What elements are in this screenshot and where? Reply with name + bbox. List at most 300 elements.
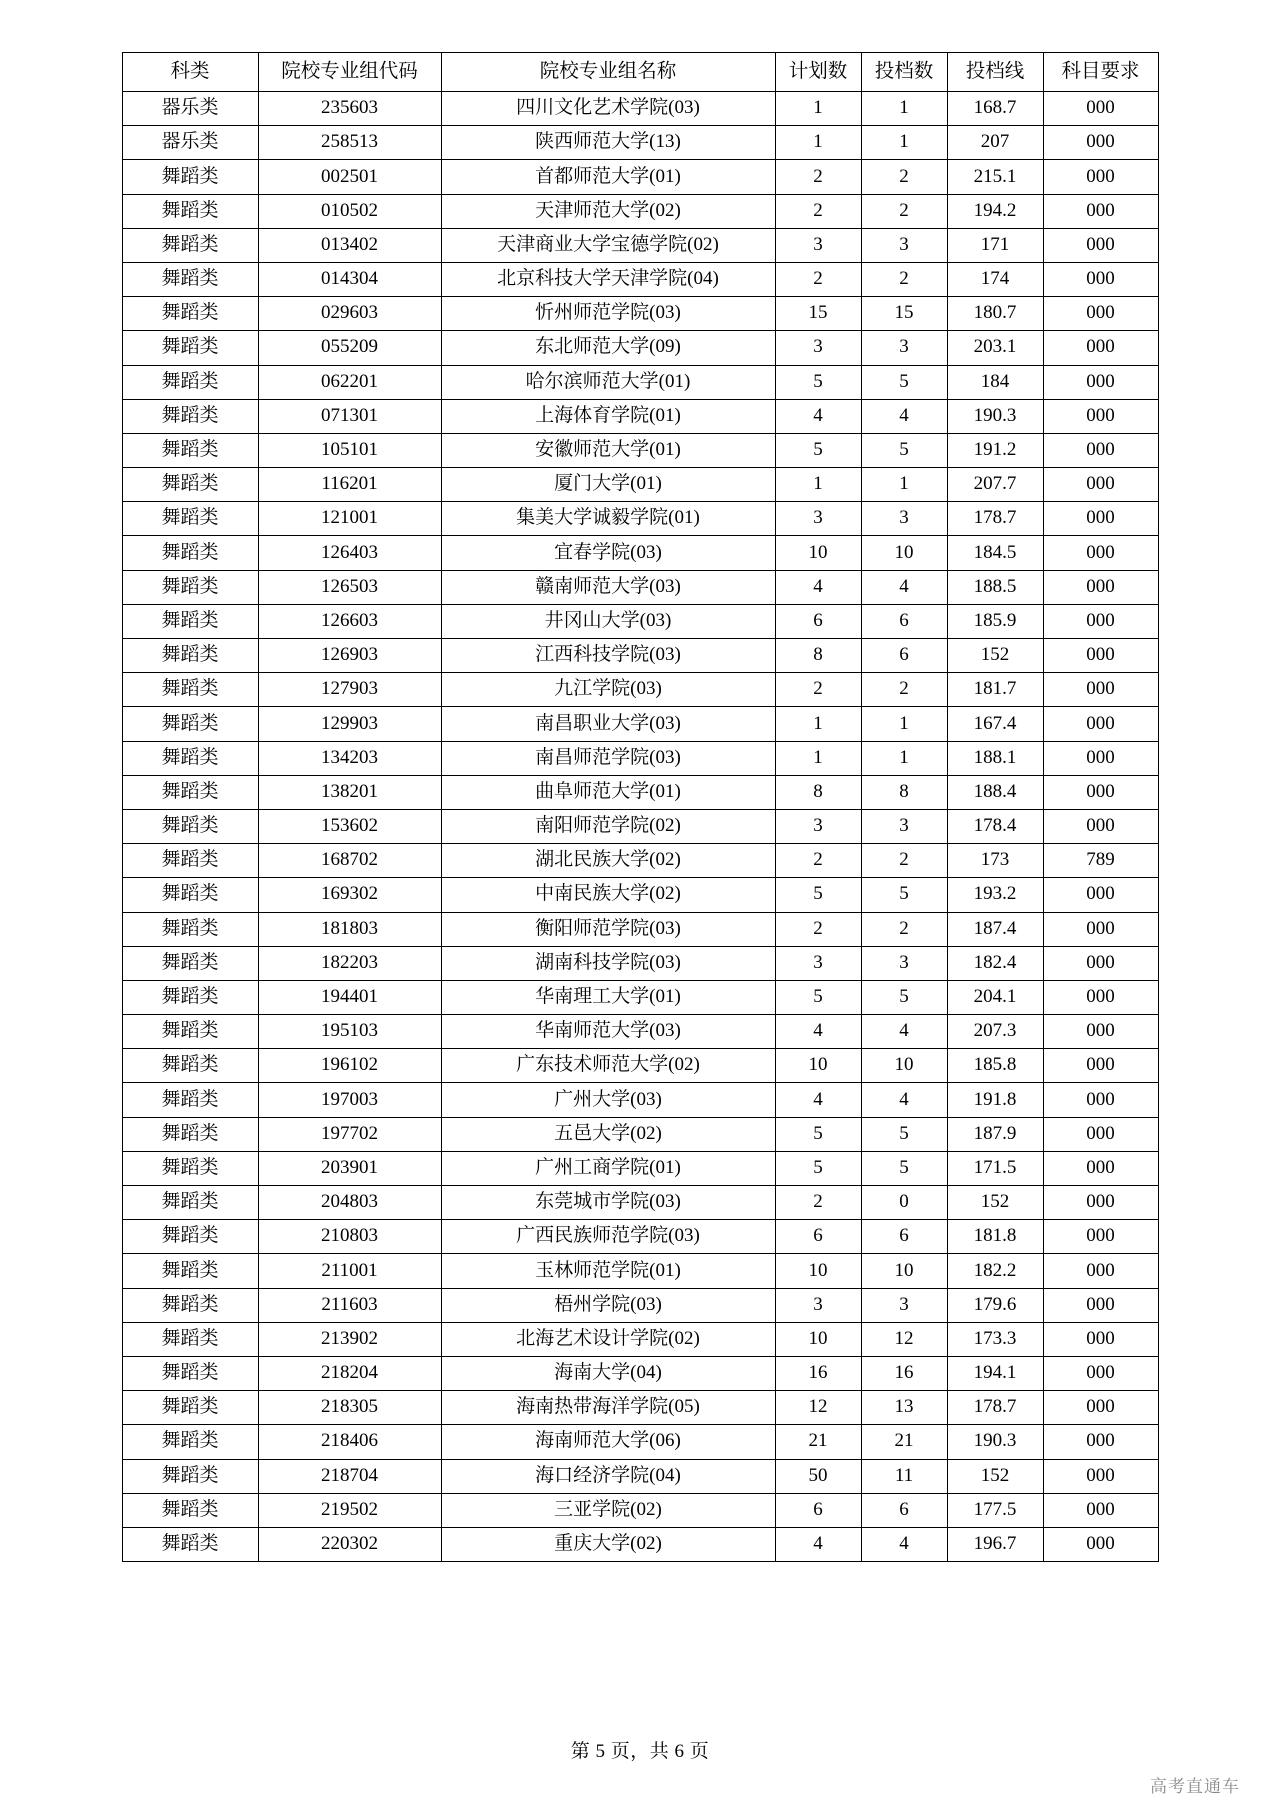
cell-group-code: 127903	[258, 673, 441, 707]
cell-group-code: 055209	[258, 331, 441, 365]
cell-subject-requirement: 000	[1043, 1220, 1158, 1254]
table-row	[122, 1151, 1158, 1185]
cell-category: 舞蹈类	[122, 1117, 258, 1151]
table-row	[122, 946, 1158, 980]
table-row	[122, 1015, 1158, 1049]
table-row	[122, 262, 1158, 296]
cell-category: 舞蹈类	[122, 1322, 258, 1356]
watermark-label: 高考直通车	[1150, 1777, 1240, 1796]
cell-group-name: 广州工商学院(01)	[441, 1151, 775, 1185]
cell-submitted-count: 10	[861, 1254, 947, 1288]
cell-subject-requirement: 000	[1043, 502, 1158, 536]
cell-submitted-count: 21	[861, 1425, 947, 1459]
cell-submitted-count: 2	[861, 844, 947, 878]
table-row	[122, 331, 1158, 365]
cell-subject-requirement: 000	[1043, 946, 1158, 980]
cell-plan-count: 5	[775, 433, 861, 467]
cell-plan-count: 5	[775, 878, 861, 912]
cell-plan-count: 12	[775, 1391, 861, 1425]
cell-cutoff-score: 152	[947, 1186, 1043, 1220]
cell-plan-count: 4	[775, 570, 861, 604]
column-header-submitted-count: 投档数	[861, 53, 947, 92]
table-row	[122, 1254, 1158, 1288]
table-header	[122, 53, 1158, 92]
cell-category: 器乐类	[122, 92, 258, 126]
cell-subject-requirement: 000	[1043, 160, 1158, 194]
cell-submitted-count: 15	[861, 297, 947, 331]
table-row	[122, 775, 1158, 809]
cell-plan-count: 3	[775, 1288, 861, 1322]
cell-group-name: 首都师范大学(01)	[441, 160, 775, 194]
table-row	[122, 194, 1158, 228]
cell-cutoff-score: 179.6	[947, 1288, 1043, 1322]
cell-plan-count: 2	[775, 262, 861, 296]
cell-subject-requirement: 000	[1043, 92, 1158, 126]
cell-group-name: 天津师范大学(02)	[441, 194, 775, 228]
table-header-row	[122, 53, 1158, 92]
cell-submitted-count: 1	[861, 741, 947, 775]
cell-group-code: 126503	[258, 570, 441, 604]
cell-category: 舞蹈类	[122, 433, 258, 467]
cell-group-name: 天津商业大学宝德学院(02)	[441, 228, 775, 262]
cell-plan-count: 2	[775, 912, 861, 946]
table-row	[122, 980, 1158, 1014]
table-row	[122, 468, 1158, 502]
cell-plan-count: 3	[775, 228, 861, 262]
cell-category: 舞蹈类	[122, 1288, 258, 1322]
cell-cutoff-score: 180.7	[947, 297, 1043, 331]
cell-submitted-count: 4	[861, 1083, 947, 1117]
cell-category: 舞蹈类	[122, 194, 258, 228]
cell-subject-requirement: 000	[1043, 707, 1158, 741]
cell-submitted-count: 3	[861, 228, 947, 262]
cell-subject-requirement: 000	[1043, 1493, 1158, 1527]
cell-category: 舞蹈类	[122, 741, 258, 775]
table-row	[122, 741, 1158, 775]
cell-category: 舞蹈类	[122, 912, 258, 946]
cell-cutoff-score: 191.8	[947, 1083, 1043, 1117]
cell-submitted-count: 5	[861, 1151, 947, 1185]
cell-plan-count: 5	[775, 1151, 861, 1185]
cell-group-name: 忻州师范学院(03)	[441, 297, 775, 331]
cell-submitted-count: 6	[861, 639, 947, 673]
cell-cutoff-score: 178.7	[947, 1391, 1043, 1425]
column-header-group-name: 院校专业组名称	[441, 53, 775, 92]
cell-cutoff-score: 174	[947, 262, 1043, 296]
cell-plan-count: 2	[775, 194, 861, 228]
cell-cutoff-score: 171.5	[947, 1151, 1043, 1185]
cell-cutoff-score: 182.4	[947, 946, 1043, 980]
cell-submitted-count: 3	[861, 331, 947, 365]
cell-group-name: 北海艺术设计学院(02)	[441, 1322, 775, 1356]
cell-submitted-count: 1	[861, 707, 947, 741]
cell-category: 舞蹈类	[122, 673, 258, 707]
table-row	[122, 912, 1158, 946]
cell-plan-count: 6	[775, 1493, 861, 1527]
cell-cutoff-score: 152	[947, 639, 1043, 673]
cell-subject-requirement: 000	[1043, 878, 1158, 912]
cell-group-code: 129903	[258, 707, 441, 741]
cell-submitted-count: 3	[861, 809, 947, 843]
cell-cutoff-score: 203.1	[947, 331, 1043, 365]
cell-plan-count: 10	[775, 1322, 861, 1356]
cell-subject-requirement: 000	[1043, 741, 1158, 775]
cell-plan-count: 15	[775, 297, 861, 331]
cell-submitted-count: 4	[861, 570, 947, 604]
cell-category: 舞蹈类	[122, 1425, 258, 1459]
table-row	[122, 433, 1158, 467]
cell-group-name: 陕西师范大学(13)	[441, 126, 775, 160]
cell-group-name: 赣南师范大学(03)	[441, 570, 775, 604]
cell-subject-requirement: 000	[1043, 1425, 1158, 1459]
cell-submitted-count: 2	[861, 673, 947, 707]
cell-submitted-count: 6	[861, 604, 947, 638]
cell-group-name: 海南大学(04)	[441, 1356, 775, 1390]
cell-cutoff-score: 184.5	[947, 536, 1043, 570]
cell-cutoff-score: 191.2	[947, 433, 1043, 467]
cell-plan-count: 6	[775, 1220, 861, 1254]
cell-cutoff-score: 177.5	[947, 1493, 1043, 1527]
table-row	[122, 844, 1158, 878]
cell-cutoff-score: 188.5	[947, 570, 1043, 604]
cell-group-name: 北京科技大学天津学院(04)	[441, 262, 775, 296]
cell-group-code: 197702	[258, 1117, 441, 1151]
cell-plan-count: 4	[775, 1015, 861, 1049]
cell-cutoff-score: 184	[947, 365, 1043, 399]
cell-plan-count: 4	[775, 1527, 861, 1561]
cell-subject-requirement: 000	[1043, 1186, 1158, 1220]
cell-group-code: 218406	[258, 1425, 441, 1459]
cell-plan-count: 1	[775, 126, 861, 160]
table-row	[122, 673, 1158, 707]
cell-cutoff-score: 196.7	[947, 1527, 1043, 1561]
cell-group-name: 南昌师范学院(03)	[441, 741, 775, 775]
cell-subject-requirement: 000	[1043, 604, 1158, 638]
cell-group-code: 211603	[258, 1288, 441, 1322]
cell-group-code: 153602	[258, 809, 441, 843]
cell-category: 舞蹈类	[122, 1493, 258, 1527]
cell-category: 器乐类	[122, 126, 258, 160]
cell-group-code: 168702	[258, 844, 441, 878]
cell-group-code: 105101	[258, 433, 441, 467]
cell-subject-requirement: 000	[1043, 673, 1158, 707]
cell-category: 舞蹈类	[122, 980, 258, 1014]
cell-subject-requirement: 000	[1043, 228, 1158, 262]
cell-plan-count: 1	[775, 92, 861, 126]
cell-category: 舞蹈类	[122, 1527, 258, 1561]
cell-subject-requirement: 000	[1043, 126, 1158, 160]
cell-plan-count: 5	[775, 1117, 861, 1151]
cell-submitted-count: 11	[861, 1459, 947, 1493]
cell-category: 舞蹈类	[122, 639, 258, 673]
cell-group-name: 江西科技学院(03)	[441, 639, 775, 673]
cell-cutoff-score: 215.1	[947, 160, 1043, 194]
cell-plan-count: 6	[775, 604, 861, 638]
cell-subject-requirement: 000	[1043, 365, 1158, 399]
cell-category: 舞蹈类	[122, 1151, 258, 1185]
admission-score-table	[122, 52, 1159, 1562]
cell-plan-count: 2	[775, 844, 861, 878]
table-row	[122, 297, 1158, 331]
cell-group-name: 湖南科技学院(03)	[441, 946, 775, 980]
cell-cutoff-score: 190.3	[947, 1425, 1043, 1459]
cell-subject-requirement: 000	[1043, 1391, 1158, 1425]
cell-group-code: 013402	[258, 228, 441, 262]
table-row	[122, 1527, 1158, 1561]
cell-submitted-count: 6	[861, 1220, 947, 1254]
table-body	[122, 92, 1158, 1562]
cell-category: 舞蹈类	[122, 365, 258, 399]
cell-plan-count: 50	[775, 1459, 861, 1493]
cell-plan-count: 10	[775, 1049, 861, 1083]
cell-category: 舞蹈类	[122, 1186, 258, 1220]
table-row	[122, 160, 1158, 194]
cell-category: 舞蹈类	[122, 946, 258, 980]
cell-plan-count: 1	[775, 741, 861, 775]
cell-submitted-count: 5	[861, 1117, 947, 1151]
cell-plan-count: 8	[775, 639, 861, 673]
cell-submitted-count: 2	[861, 160, 947, 194]
table-row	[122, 639, 1158, 673]
cell-group-code: 071301	[258, 399, 441, 433]
cell-subject-requirement: 789	[1043, 844, 1158, 878]
table-row	[122, 1459, 1158, 1493]
cell-group-code: 258513	[258, 126, 441, 160]
cell-cutoff-score: 167.4	[947, 707, 1043, 741]
table-row	[122, 1391, 1158, 1425]
cell-submitted-count: 10	[861, 1049, 947, 1083]
cell-group-code: 029603	[258, 297, 441, 331]
page-footer	[0, 1736, 1280, 1763]
cell-group-code: 126403	[258, 536, 441, 570]
cell-cutoff-score: 173.3	[947, 1322, 1043, 1356]
cell-plan-count: 21	[775, 1425, 861, 1459]
cell-category: 舞蹈类	[122, 844, 258, 878]
cell-cutoff-score: 194.2	[947, 194, 1043, 228]
cell-plan-count: 3	[775, 946, 861, 980]
cell-group-name: 重庆大学(02)	[441, 1527, 775, 1561]
cell-group-code: 062201	[258, 365, 441, 399]
cell-group-name: 宜春学院(03)	[441, 536, 775, 570]
cell-category: 舞蹈类	[122, 878, 258, 912]
cell-subject-requirement: 000	[1043, 1049, 1158, 1083]
cell-category: 舞蹈类	[122, 1015, 258, 1049]
cell-group-code: 218704	[258, 1459, 441, 1493]
cell-cutoff-score: 207.7	[947, 468, 1043, 502]
cell-group-code: 203901	[258, 1151, 441, 1185]
cell-cutoff-score: 187.4	[947, 912, 1043, 946]
table-row	[122, 536, 1158, 570]
cell-group-name: 南昌职业大学(03)	[441, 707, 775, 741]
cell-group-name: 东北师范大学(09)	[441, 331, 775, 365]
cell-subject-requirement: 000	[1043, 331, 1158, 365]
cell-subject-requirement: 000	[1043, 1117, 1158, 1151]
cell-submitted-count: 5	[861, 433, 947, 467]
cell-subject-requirement: 000	[1043, 570, 1158, 604]
cell-plan-count: 10	[775, 536, 861, 570]
cell-plan-count: 4	[775, 1083, 861, 1117]
column-header-category: 科类	[122, 53, 258, 92]
table-row	[122, 126, 1158, 160]
cell-group-code: 235603	[258, 92, 441, 126]
cell-group-name: 三亚学院(02)	[441, 1493, 775, 1527]
cell-submitted-count: 4	[861, 1015, 947, 1049]
cell-group-code: 210803	[258, 1220, 441, 1254]
cell-group-code: 213902	[258, 1322, 441, 1356]
cell-group-code: 010502	[258, 194, 441, 228]
cell-plan-count: 3	[775, 331, 861, 365]
cell-group-name: 海口经济学院(04)	[441, 1459, 775, 1493]
cell-cutoff-score: 181.7	[947, 673, 1043, 707]
cell-group-name: 哈尔滨师范大学(01)	[441, 365, 775, 399]
cell-group-code: 219502	[258, 1493, 441, 1527]
cell-group-name: 华南理工大学(01)	[441, 980, 775, 1014]
cell-group-code: 134203	[258, 741, 441, 775]
cell-group-name: 海南师范大学(06)	[441, 1425, 775, 1459]
cell-submitted-count: 3	[861, 502, 947, 536]
cell-group-name: 梧州学院(03)	[441, 1288, 775, 1322]
cell-group-code: 181803	[258, 912, 441, 946]
cell-submitted-count: 8	[861, 775, 947, 809]
cell-cutoff-score: 178.4	[947, 809, 1043, 843]
cell-plan-count: 3	[775, 809, 861, 843]
cell-cutoff-score: 204.1	[947, 980, 1043, 1014]
table-row	[122, 399, 1158, 433]
cell-group-name: 集美大学诚毅学院(01)	[441, 502, 775, 536]
cell-plan-count: 1	[775, 707, 861, 741]
cell-group-code: 196102	[258, 1049, 441, 1083]
cell-category: 舞蹈类	[122, 775, 258, 809]
cell-submitted-count: 1	[861, 92, 947, 126]
cell-cutoff-score: 152	[947, 1459, 1043, 1493]
cell-category: 舞蹈类	[122, 536, 258, 570]
cell-group-code: 204803	[258, 1186, 441, 1220]
cell-cutoff-score: 187.9	[947, 1117, 1043, 1151]
page-number: 第 5 页，共 6 页	[570, 1741, 710, 1762]
cell-subject-requirement: 000	[1043, 980, 1158, 1014]
table-row	[122, 502, 1158, 536]
cell-subject-requirement: 000	[1043, 1288, 1158, 1322]
cell-group-code: 197003	[258, 1083, 441, 1117]
cell-submitted-count: 16	[861, 1356, 947, 1390]
cell-cutoff-score: 188.4	[947, 775, 1043, 809]
cell-category: 舞蹈类	[122, 1083, 258, 1117]
cell-group-code: 116201	[258, 468, 441, 502]
cell-group-code: 138201	[258, 775, 441, 809]
table-row	[122, 92, 1158, 126]
cell-category: 舞蹈类	[122, 707, 258, 741]
cell-subject-requirement: 000	[1043, 468, 1158, 502]
cell-subject-requirement: 000	[1043, 1356, 1158, 1390]
cell-subject-requirement: 000	[1043, 1254, 1158, 1288]
cell-plan-count: 16	[775, 1356, 861, 1390]
table-row	[122, 1049, 1158, 1083]
cell-cutoff-score: 185.8	[947, 1049, 1043, 1083]
cell-plan-count: 10	[775, 1254, 861, 1288]
cell-subject-requirement: 000	[1043, 1459, 1158, 1493]
cell-submitted-count: 5	[861, 878, 947, 912]
table-row	[122, 878, 1158, 912]
cell-group-name: 广东技术师范大学(02)	[441, 1049, 775, 1083]
cell-group-code: 121001	[258, 502, 441, 536]
cell-group-code: 182203	[258, 946, 441, 980]
cell-subject-requirement: 000	[1043, 1322, 1158, 1356]
cell-cutoff-score: 181.8	[947, 1220, 1043, 1254]
cell-category: 舞蹈类	[122, 160, 258, 194]
cell-group-code: 220302	[258, 1527, 441, 1561]
cell-group-code: 169302	[258, 878, 441, 912]
cell-plan-count: 3	[775, 502, 861, 536]
cell-category: 舞蹈类	[122, 297, 258, 331]
cell-plan-count: 5	[775, 980, 861, 1014]
cell-group-name: 四川文化艺术学院(03)	[441, 92, 775, 126]
cell-submitted-count: 1	[861, 126, 947, 160]
cell-subject-requirement: 000	[1043, 775, 1158, 809]
cell-submitted-count: 5	[861, 365, 947, 399]
cell-submitted-count: 13	[861, 1391, 947, 1425]
cell-group-name: 海南热带海洋学院(05)	[441, 1391, 775, 1425]
table-row	[122, 1220, 1158, 1254]
cell-subject-requirement: 000	[1043, 1015, 1158, 1049]
cell-group-code: 126903	[258, 639, 441, 673]
column-header-plan-count: 计划数	[775, 53, 861, 92]
cell-cutoff-score: 178.7	[947, 502, 1043, 536]
cell-group-code: 126603	[258, 604, 441, 638]
cell-subject-requirement: 000	[1043, 1527, 1158, 1561]
cell-category: 舞蹈类	[122, 468, 258, 502]
cell-group-name: 九江学院(03)	[441, 673, 775, 707]
cell-group-code: 195103	[258, 1015, 441, 1049]
cell-submitted-count: 5	[861, 980, 947, 1014]
column-header-cutoff-score: 投档线	[947, 53, 1043, 92]
cell-cutoff-score: 171	[947, 228, 1043, 262]
table-row	[122, 570, 1158, 604]
cell-category: 舞蹈类	[122, 604, 258, 638]
table-row	[122, 1356, 1158, 1390]
cell-plan-count: 2	[775, 160, 861, 194]
cell-subject-requirement: 000	[1043, 809, 1158, 843]
cell-submitted-count: 2	[861, 194, 947, 228]
cell-group-name: 井冈山大学(03)	[441, 604, 775, 638]
table-row	[122, 1288, 1158, 1322]
cell-category: 舞蹈类	[122, 809, 258, 843]
cell-group-code: 218204	[258, 1356, 441, 1390]
cell-category: 舞蹈类	[122, 331, 258, 365]
cell-group-name: 中南民族大学(02)	[441, 878, 775, 912]
cell-category: 舞蹈类	[122, 1459, 258, 1493]
cell-cutoff-score: 194.1	[947, 1356, 1043, 1390]
column-header-group-code: 院校专业组代码	[258, 53, 441, 92]
table-row	[122, 1083, 1158, 1117]
cell-subject-requirement: 000	[1043, 912, 1158, 946]
cell-submitted-count: 1	[861, 468, 947, 502]
table-row	[122, 1493, 1158, 1527]
cell-group-name: 玉林师范学院(01)	[441, 1254, 775, 1288]
cell-subject-requirement: 000	[1043, 536, 1158, 570]
cell-cutoff-score: 193.2	[947, 878, 1043, 912]
cell-group-name: 厦门大学(01)	[441, 468, 775, 502]
table-row	[122, 365, 1158, 399]
cell-plan-count: 2	[775, 1186, 861, 1220]
cell-category: 舞蹈类	[122, 502, 258, 536]
cell-group-name: 南阳师范学院(02)	[441, 809, 775, 843]
cell-submitted-count: 12	[861, 1322, 947, 1356]
cell-cutoff-score: 168.7	[947, 92, 1043, 126]
cell-group-code: 218305	[258, 1391, 441, 1425]
cell-submitted-count: 3	[861, 1288, 947, 1322]
cell-category: 舞蹈类	[122, 228, 258, 262]
table-row	[122, 707, 1158, 741]
